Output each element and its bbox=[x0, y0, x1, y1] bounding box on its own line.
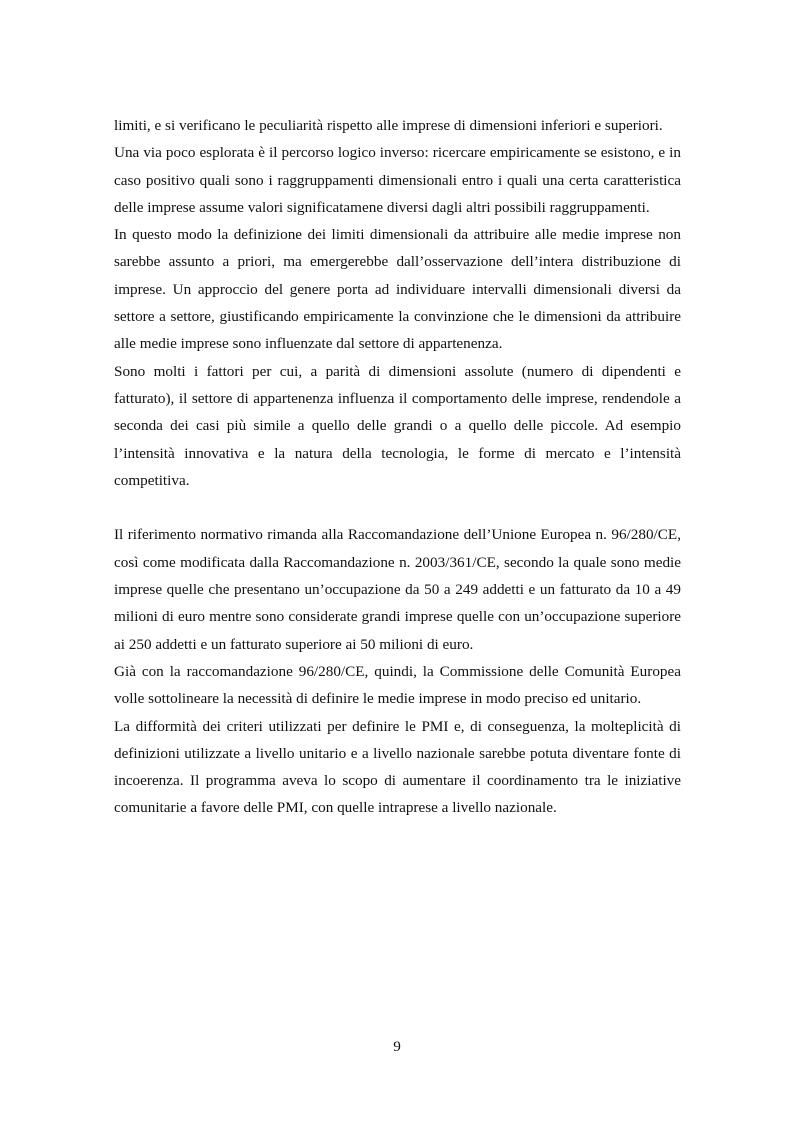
paragraph-spacer bbox=[114, 494, 681, 521]
paragraph: Una via poco esplorata è il percorso logico inverso: ricercare empiricamente se esistono, e in caso positivo quali sono i raggruppamenti dimensionali entro i quali una certa caratteristica delle imprese assume valori significatamene diversi dagli altri possibili raggruppamenti. bbox=[114, 144, 681, 216]
page-number: 9 bbox=[393, 1038, 401, 1055]
paragraph: Già con la raccomandazione 96/280/CE, quindi, la Commissione delle Comunità Europea volle sottolineare la necessità di definire le medie imprese in modo preciso ed unitario. bbox=[114, 662, 681, 708]
paragraph: Sono molti i fattori per cui, a parità di dimensioni assolute (numero di dipendenti e fatturato), il settore di appartenenza influenza il comportamento delle imprese, rendendole a seconda dei casi più simile a quello delle grandi o a quello delle piccole. Ad esempio l’intensità innovativa e la natura della tecnologia, le forme di mercato e l’intensità competitiva. bbox=[114, 362, 681, 489]
paragraph: In questo modo la definizione dei limiti dimensionali da attribuire alle medie imprese non sarebbe assunto a priori, ma emergerebbe dall’osservazione dell’intera distribuzione di imprese. Un approccio del genere porta ad individuare intervalli dimensionali diversi da settore a settore, giustificando empiricamente la convinzione che le dimensioni da attribuire alle medie imprese sono influenzate dal settore di appartenenza. bbox=[114, 226, 681, 353]
paragraph: Il riferimento normativo rimanda alla Raccomandazione dell’Unione Europea n. 96/280/CE, così come modificata dalla Raccomandazione n. 2003/361/CE, secondo la quale sono medie imprese quelle che presentano un’occupazione da 50 a 249 addetti e un fatturato da 10 a 49 milioni di euro mentre sono considerate grandi imprese quelle con un’occupazione superiore ai 250 addetti e un fatturato superiore ai 50 milioni di euro. bbox=[114, 526, 681, 653]
paragraph: limiti, e si verificano le peculiarità rispetto alle imprese di dimensioni inferiori e superiori. bbox=[114, 117, 663, 134]
paragraph: La difformità dei criteri utilizzati per definire le PMI e, di conseguenza, la molteplicità di definizioni utilizzate a livello unitario e a livello nazionale sarebbe potuta diventare fonte di incoerenza. Il programma aveva lo scopo di aumentare il coordinamento tra le iniziative comunitarie a favore delle PMI, con quelle intraprese a livello nazionale. bbox=[114, 717, 681, 817]
body-text bbox=[114, 112, 681, 822]
